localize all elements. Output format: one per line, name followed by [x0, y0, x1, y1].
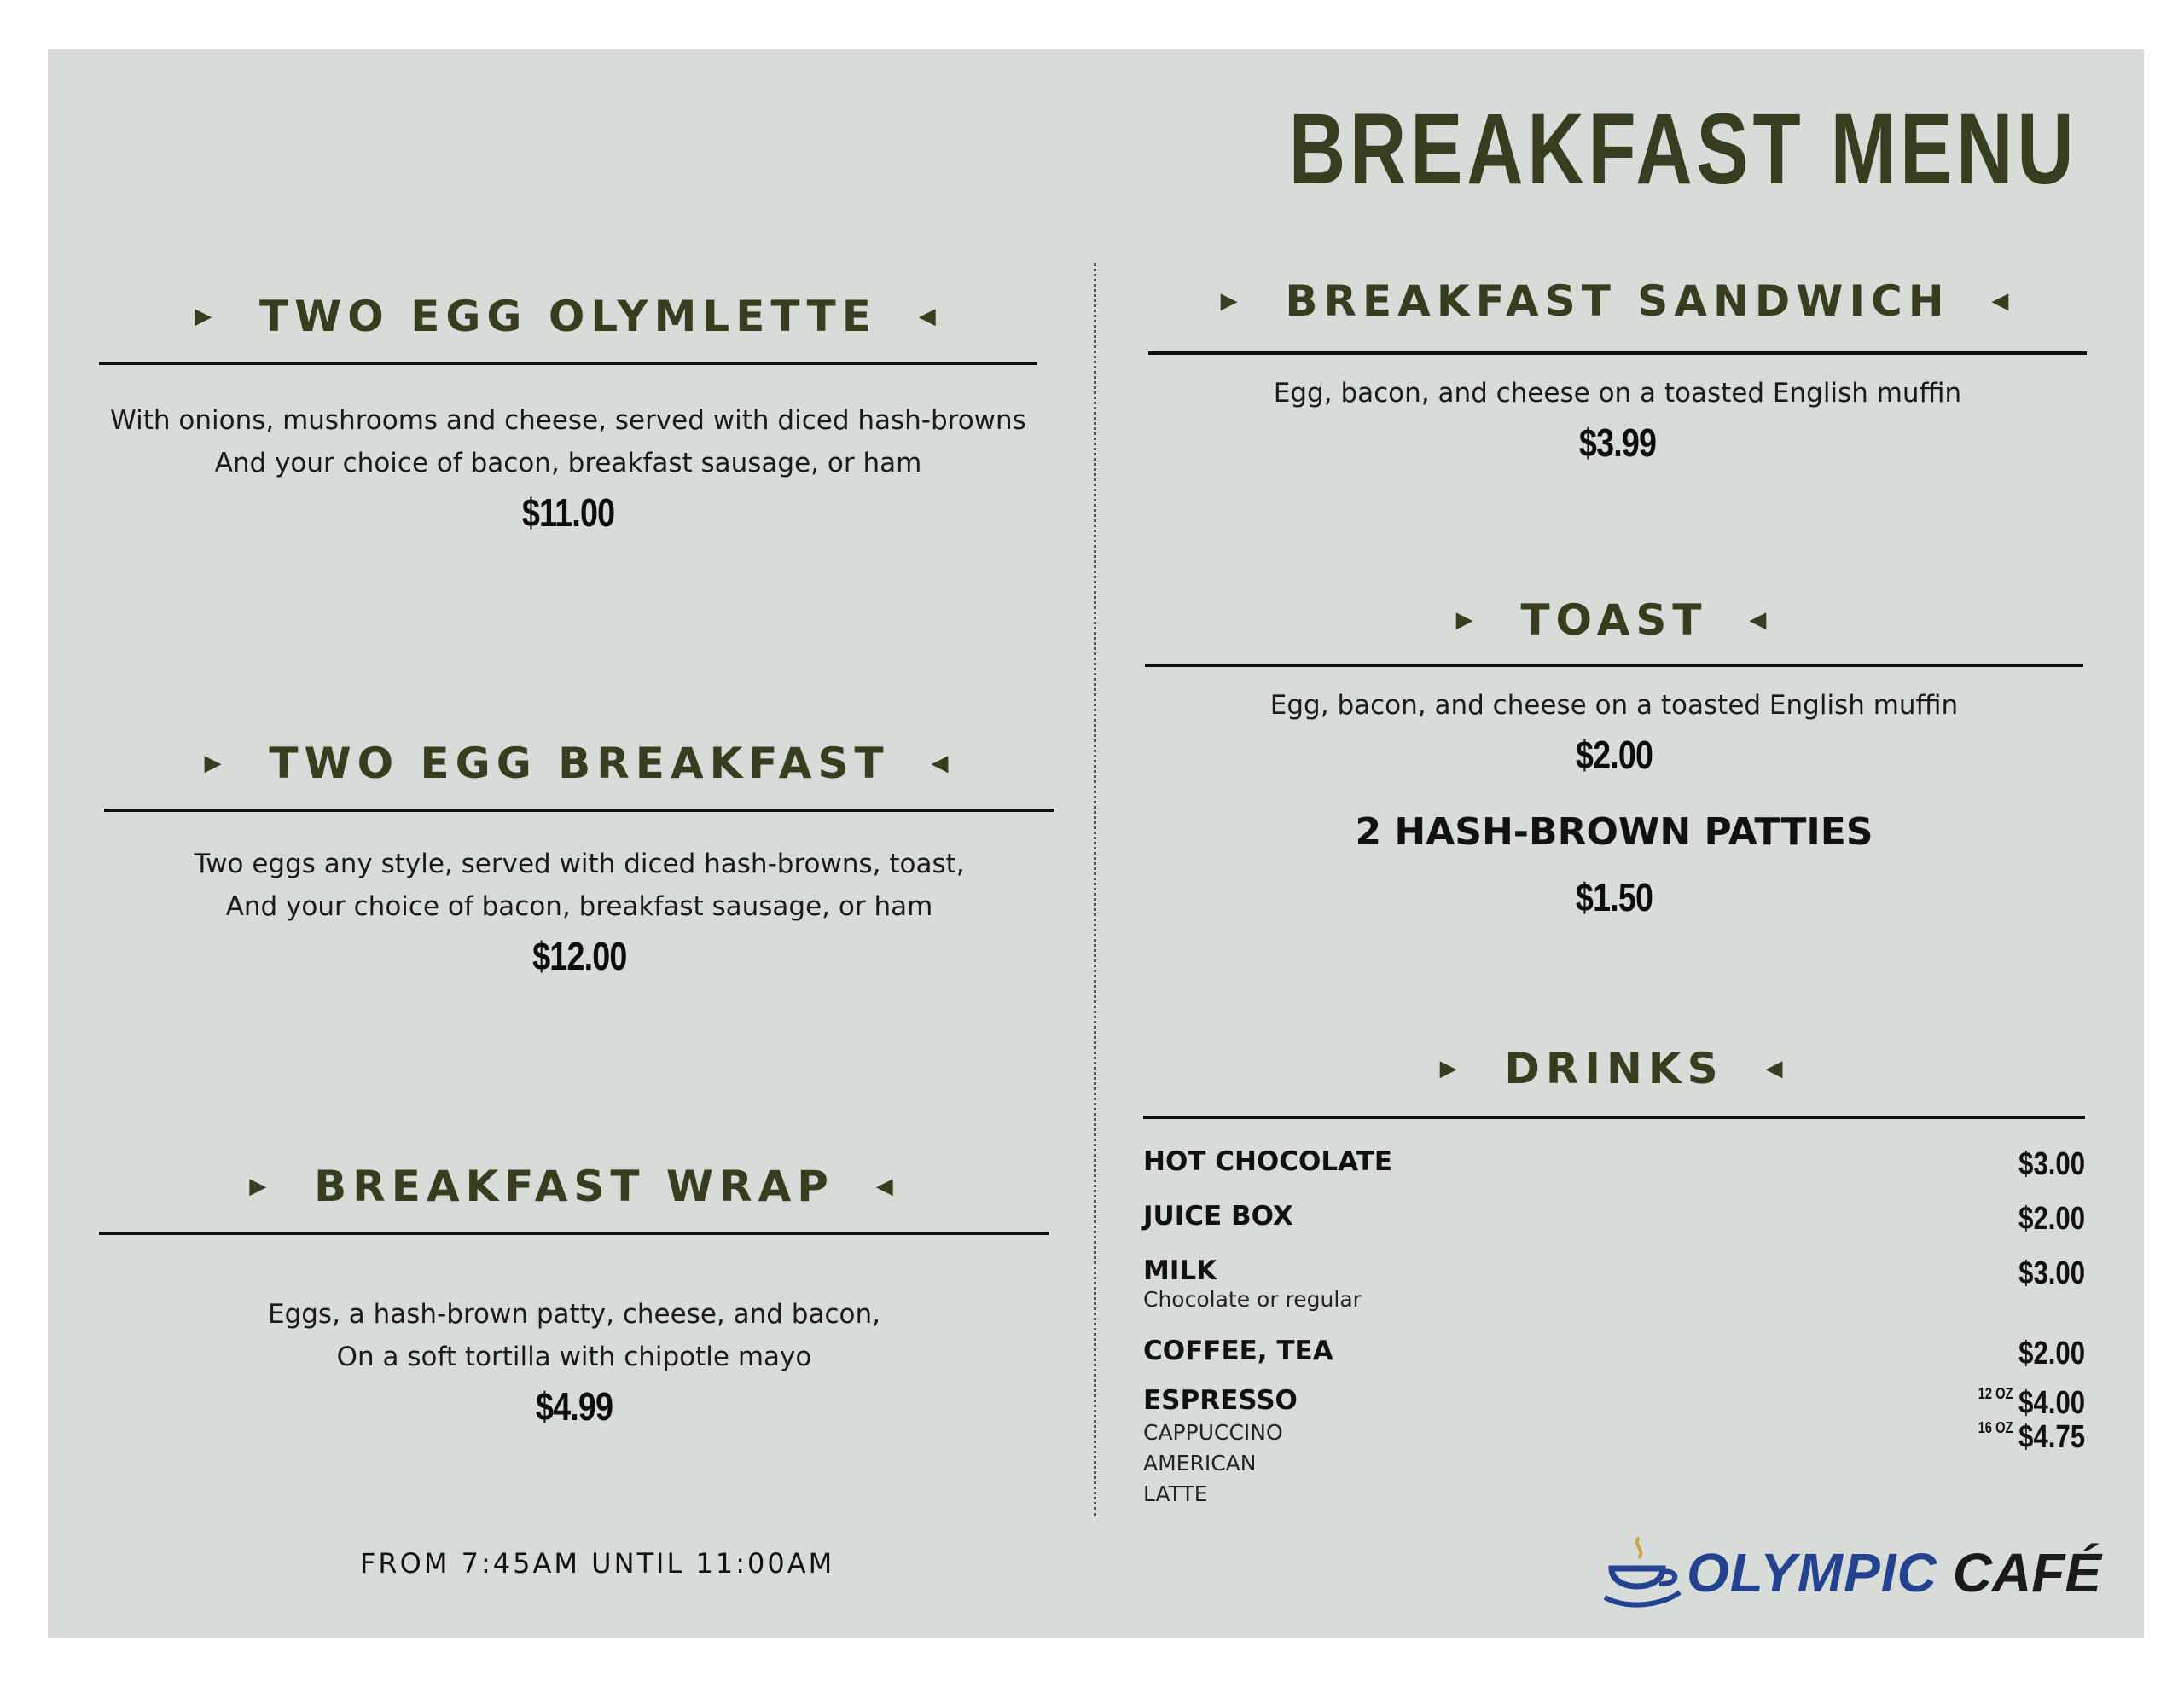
section-heading	[1145, 595, 2083, 645]
description-line: With onions, mushrooms and cheese, served with diced hash-browns	[110, 405, 1026, 436]
description-line: Eggs, a hash-brown patty, cheese, and bacon,	[267, 1299, 880, 1330]
drinks-list	[1143, 1119, 2085, 1511]
drink-subtext: Chocolate or regular	[1143, 1287, 1362, 1312]
heading-text: BREAKFAST SANDWICH	[1285, 276, 1950, 326]
drink-name: MILK	[1143, 1255, 1217, 1286]
size-label: 12 OZ	[1978, 1385, 2013, 1402]
item-price: $3.99	[1578, 420, 1657, 465]
page-title: BREAKFAST MENU	[1288, 93, 2077, 206]
triangle-left-icon: ◀	[931, 750, 955, 776]
column-divider	[1094, 263, 1096, 1516]
heading-text: TWO EGG BREAKFAST	[269, 739, 890, 788]
serving-hours: FROM 7:45AM UNTIL 11:00AM	[360, 1547, 835, 1580]
price-value: $4.75	[2018, 1419, 2085, 1455]
heading-rule	[1145, 664, 2083, 667]
drink-subtext: AMERICAN	[1143, 1451, 1257, 1475]
section-breakfast-wrap	[99, 1162, 1049, 1429]
drink-name: JUICE BOX	[1143, 1201, 1293, 1232]
section-drinks	[1143, 1044, 2085, 1511]
drink-subtext: CAPPUCCINO	[1143, 1420, 1283, 1445]
section-toast	[1145, 595, 2083, 920]
drink-name: ESPRESSO	[1143, 1385, 1298, 1416]
coffee-cup-icon	[1601, 1534, 1687, 1611]
section-heading	[99, 1162, 1049, 1211]
triangle-left-icon: ◀	[1765, 1055, 1789, 1081]
list-item	[1143, 1146, 2085, 1189]
heading-text: BREAKFAST WRAP	[314, 1162, 834, 1211]
olympic-cafe-logo	[1601, 1539, 2101, 1607]
heading-rule	[99, 1232, 1049, 1235]
item-description	[104, 843, 1054, 928]
drink-price: $2.00	[2018, 1336, 2085, 1371]
list-item	[1143, 1336, 2085, 1378]
hash-brown-patties-price: $1.50	[1575, 875, 1653, 919]
triangle-right-icon: ▶	[1455, 606, 1479, 633]
description-line: And your choice of bacon, breakfast sausage, or ham	[214, 448, 922, 478]
section-heading	[99, 292, 1037, 341]
heading-rule	[1148, 351, 2087, 355]
triangle-left-icon: ◀	[1991, 287, 2015, 314]
drink-price-16oz	[1978, 1419, 2085, 1456]
drink-price-12oz	[1978, 1385, 2085, 1422]
item-price: $2.00	[1575, 733, 1653, 777]
logo-text-olympic: OLYMPIC	[1686, 1542, 1937, 1603]
triangle-left-icon: ◀	[1749, 606, 1773, 633]
section-heading	[1143, 1044, 2085, 1093]
drink-price: $3.00	[2018, 1146, 2085, 1182]
item-price: $11.00	[521, 490, 615, 535]
heading-text: DRINKS	[1504, 1044, 1724, 1093]
drink-price: $2.00	[2018, 1201, 2085, 1237]
size-label: 16 OZ	[1978, 1419, 2013, 1436]
drink-name: COFFEE, TEA	[1143, 1336, 1333, 1366]
triangle-right-icon: ▶	[204, 750, 228, 776]
description-line: Two eggs any style, served with diced hash-browns, toast,	[194, 849, 965, 879]
triangle-right-icon: ▶	[195, 303, 218, 329]
espresso-variants	[1143, 1417, 1283, 1510]
description-line: On a soft tortilla with chipotle mayo	[336, 1342, 812, 1372]
triangle-right-icon: ▶	[249, 1173, 273, 1199]
heading-rule	[99, 362, 1037, 365]
item-price: $4.99	[535, 1384, 613, 1429]
heading-text: TWO EGG OLYMLETTE	[259, 292, 877, 341]
list-item	[1143, 1385, 2085, 1513]
list-item	[1143, 1255, 2085, 1315]
heading-text: TOAST	[1520, 595, 1708, 645]
drink-subtext: LATTE	[1143, 1481, 1208, 1506]
item-description: Egg, bacon, and cheese on a toasted English muffin	[1269, 690, 1959, 721]
triangle-right-icon: ▶	[1220, 287, 1244, 314]
logo-text-cafe: CAFÉ	[1952, 1542, 2101, 1603]
item-description	[99, 399, 1037, 484]
drink-name: HOT CHOCOLATE	[1143, 1146, 1393, 1177]
list-item	[1143, 1201, 2085, 1244]
section-two-egg-breakfast	[104, 739, 1054, 979]
triangle-right-icon: ▶	[1439, 1055, 1463, 1081]
description-line: And your choice of bacon, breakfast sausage, or ham	[225, 891, 933, 922]
item-description	[99, 1293, 1049, 1378]
triangle-left-icon: ◀	[875, 1173, 899, 1199]
section-omelette	[99, 292, 1037, 536]
price-value: $4.00	[2018, 1385, 2085, 1421]
heading-rule	[104, 809, 1054, 812]
item-description: Egg, bacon, and cheese on a toasted English muffin	[1273, 378, 1962, 409]
section-heading	[1148, 276, 2087, 326]
section-breakfast-sandwich	[1148, 276, 2087, 466]
triangle-left-icon: ◀	[918, 303, 942, 329]
hash-brown-patties-title: 2 HASH-BROWN PATTIES	[1355, 810, 1873, 854]
item-price: $12.00	[531, 934, 627, 978]
menu-page	[48, 49, 2144, 1638]
drink-price: $3.00	[2018, 1255, 2085, 1291]
section-heading	[104, 739, 1054, 788]
